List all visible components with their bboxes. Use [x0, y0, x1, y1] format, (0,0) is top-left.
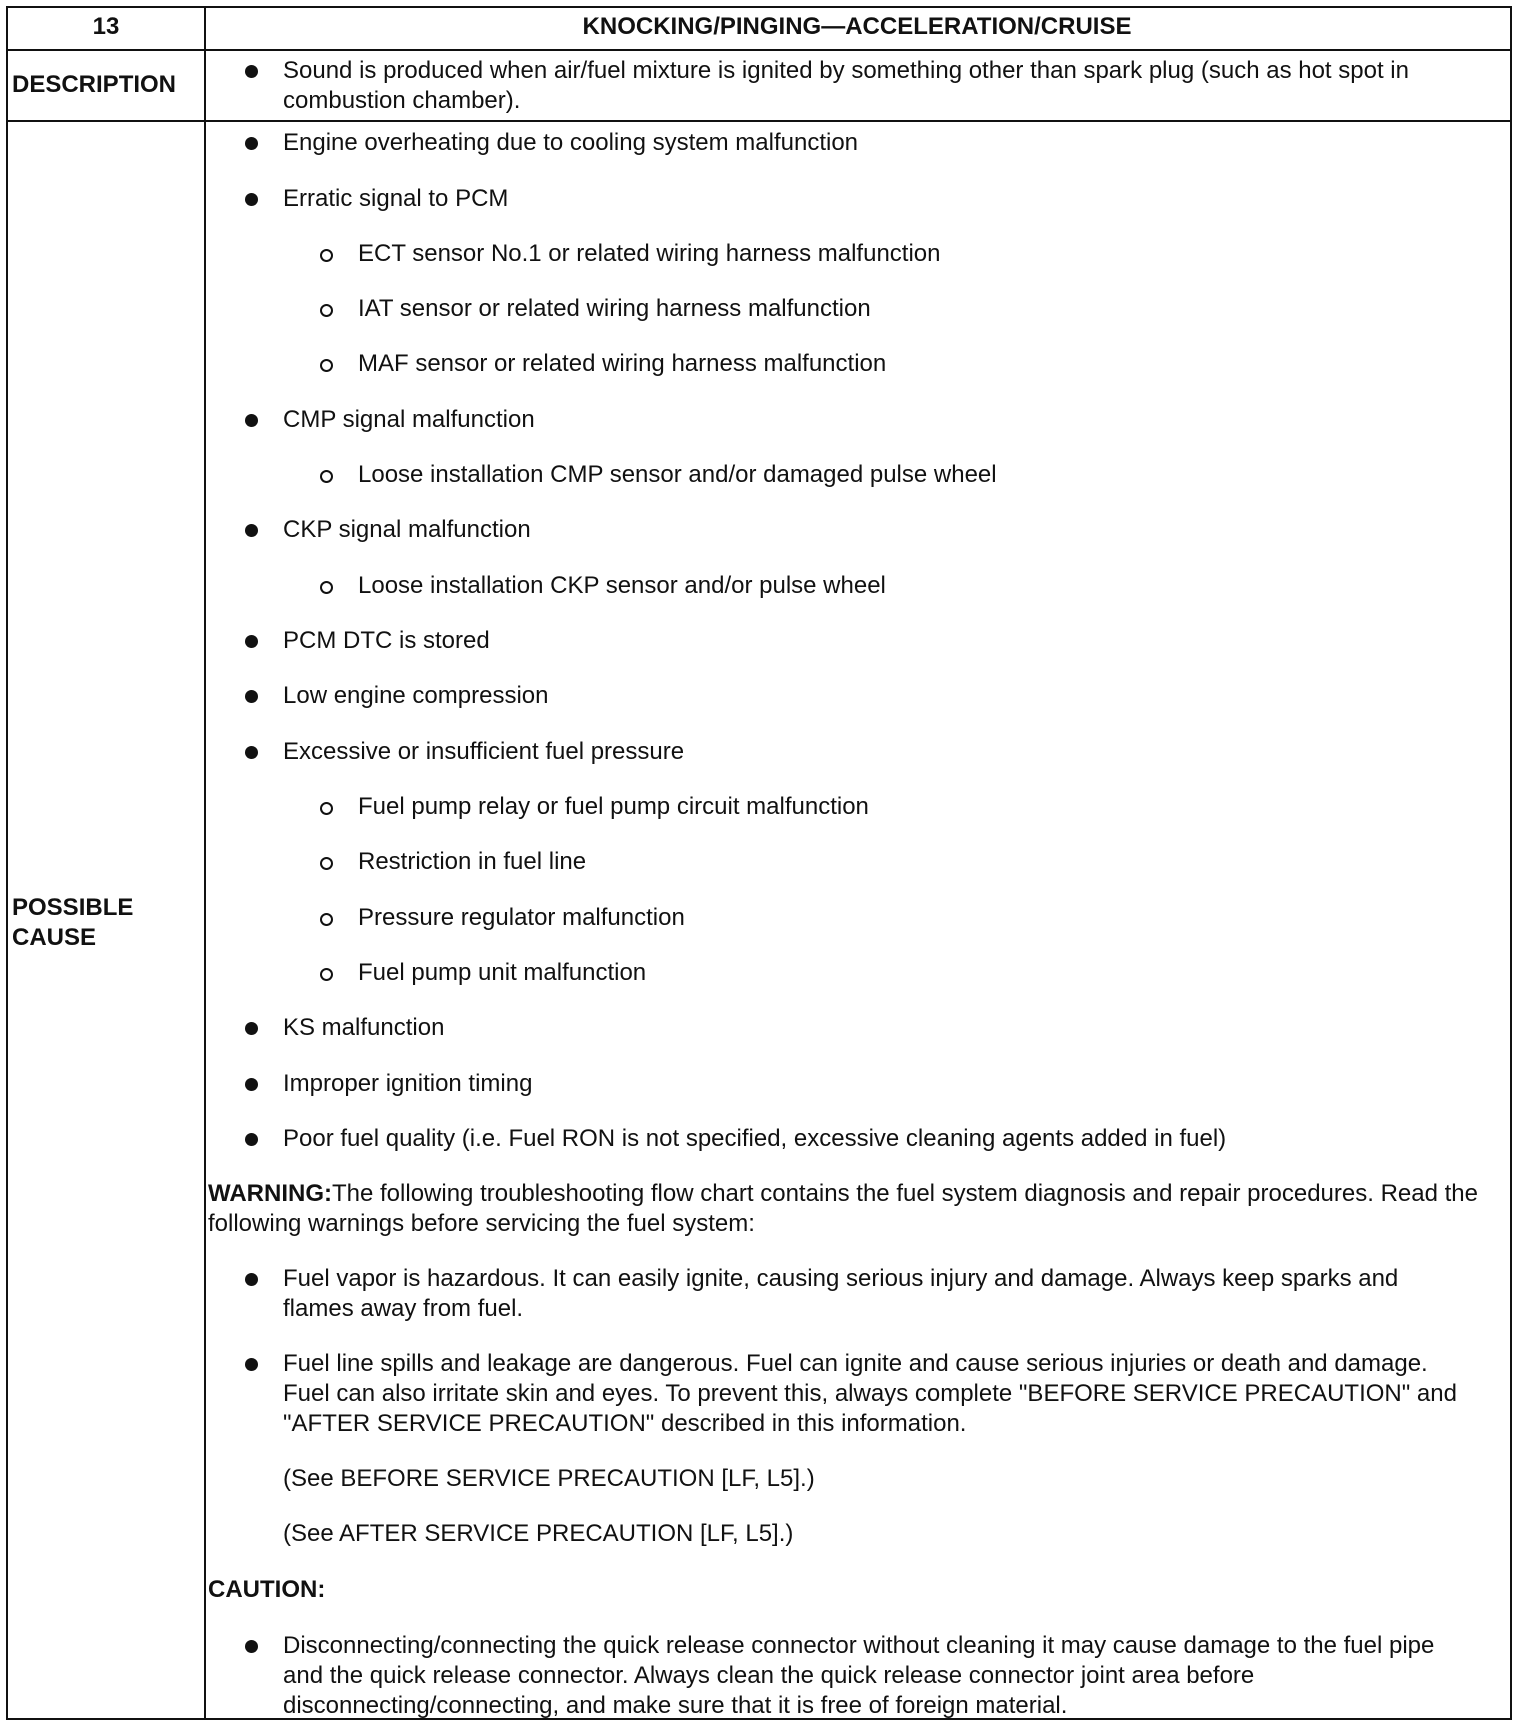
- warning-item: Fuel line spills and leakage are dangerous. Fuel can ignite and cause serious injuries or death and damage. Fuel can also irritate skin and eyes. To prevent this, always complete "BEFORE SERVICE PRECAUTION" and "AFTER SERVICE PRECAUTION" described in this information.: [245, 1349, 1475, 1439]
- cause-subitem: Restriction in fuel line: [320, 847, 1470, 877]
- bullet-icon: [245, 635, 258, 648]
- circle-bullet-icon: [320, 304, 333, 317]
- see-after-service-reference: (See AFTER SERVICE PRECAUTION [LF, L5].): [283, 1520, 794, 1547]
- cause-item: PCM DTC is stored: [245, 626, 1475, 656]
- cause-subitem: Loose installation CMP sensor and/or damaged pulse wheel: [320, 460, 1470, 490]
- step-number: 13: [92, 13, 120, 40]
- symptom-title: KNOCKING/PINGING—ACCELERATION/CRUISE: [582, 13, 1132, 40]
- bullet-icon: [245, 193, 258, 206]
- cause-subitem: IAT sensor or related wiring harness malfunction: [320, 294, 1470, 324]
- cause-subitem: Loose installation CKP sensor and/or pulse wheel: [320, 571, 1470, 601]
- cause-item: Excessive or insufficient fuel pressure: [245, 737, 1475, 767]
- description-label: DESCRIPTION: [12, 71, 177, 98]
- possible-cause-label: POSSIBLE CAUSE: [12, 894, 134, 951]
- circle-bullet-icon: [320, 913, 333, 926]
- warning-label: WARNING:: [208, 1180, 332, 1207]
- cause-subitem: MAF sensor or related wiring harness malfunction: [320, 349, 1470, 379]
- cause-item: KS malfunction: [245, 1013, 1475, 1043]
- caution-label: CAUTION:: [208, 1576, 326, 1603]
- bullet-icon: [245, 414, 258, 427]
- bullet-icon: [245, 746, 258, 759]
- see-before-service-reference: (See BEFORE SERVICE PRECAUTION [LF, L5].): [283, 1465, 815, 1492]
- cause-subitem: ECT sensor No.1 or related wiring harness malfunction: [320, 239, 1470, 269]
- cause-item: Improper ignition timing: [245, 1069, 1475, 1099]
- bullet-icon: [245, 1022, 258, 1035]
- bullet-icon: [245, 137, 258, 150]
- cause-item: Poor fuel quality (i.e. Fuel RON is not specified, excessive cleaning agents added in fuel): [245, 1124, 1475, 1154]
- circle-bullet-icon: [320, 249, 333, 262]
- bullet-icon: [245, 1273, 258, 1286]
- circle-bullet-icon: [320, 857, 333, 870]
- cause-item: Low engine compression: [245, 681, 1475, 711]
- circle-bullet-icon: [320, 968, 333, 981]
- bullet-icon: [245, 1133, 258, 1146]
- caution-item: Disconnecting/connecting the quick release connector without cleaning it may cause damage to the fuel pipe and the quick release connector. Always clean the quick release connector joint area before disconnecting/connecting, and make sure that it is free of foreign material.: [245, 1631, 1475, 1721]
- cause-subitem: Fuel pump relay or fuel pump circuit malfunction: [320, 792, 1470, 822]
- cause-subitem: Fuel pump unit malfunction: [320, 958, 1470, 988]
- description-text: Sound is produced when air/fuel mixture is ignited by something other than spark plug (such as hot spot in combustion chamber).: [245, 56, 1475, 116]
- cause-item: CKP signal malfunction: [245, 515, 1475, 545]
- cause-item: Erratic signal to PCM: [245, 184, 1475, 214]
- circle-bullet-icon: [320, 359, 333, 372]
- bullet-icon: [245, 1078, 258, 1091]
- warning-paragraph: [208, 1179, 1498, 1239]
- bullet-icon: [245, 1640, 258, 1653]
- bullet-icon: [245, 690, 258, 703]
- circle-bullet-icon: [320, 581, 333, 594]
- bullet-icon: [245, 65, 258, 78]
- bullet-icon: [245, 524, 258, 537]
- column-divider: [204, 8, 206, 1718]
- warning-item: Fuel vapor is hazardous. It can easily ignite, causing serious injury and damage. Always keep sparks and flames away from fuel.: [245, 1264, 1475, 1324]
- row-divider-description: [8, 120, 1510, 122]
- cause-subitem: Pressure regulator malfunction: [320, 903, 1470, 933]
- warning-text: The following troubleshooting flow chart contains the fuel system diagnosis and repair procedures. Read the following warnings before servicing the fuel system:: [208, 1180, 1478, 1237]
- bullet-icon: [245, 1358, 258, 1371]
- cause-item: CMP signal malfunction: [245, 405, 1475, 435]
- row-divider-header: [8, 49, 1510, 51]
- cause-item: Engine overheating due to cooling system malfunction: [245, 128, 1475, 158]
- circle-bullet-icon: [320, 470, 333, 483]
- circle-bullet-icon: [320, 802, 333, 815]
